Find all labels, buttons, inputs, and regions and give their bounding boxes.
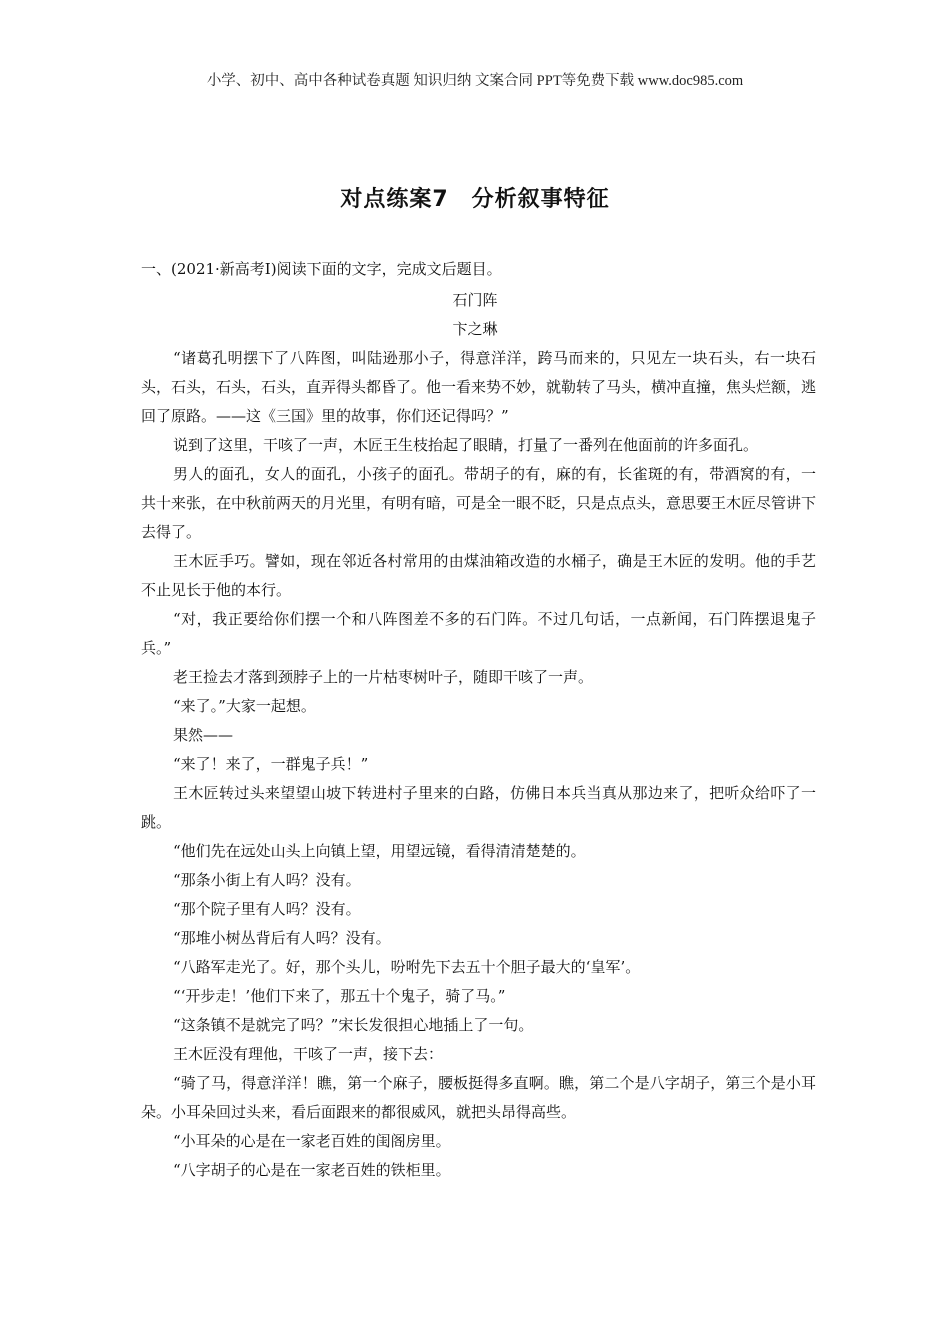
paragraph: “那堆小树丛背后有人吗？没有。 [173,929,391,947]
paragraph: 王木匠手巧。譬如，现在邻近各村常用的由煤油箱改造的水桶子，确是王木匠的发明。他的手艺不止见长于他的本行。 [141,552,816,599]
paragraph: “小耳朵的心是在一家老百姓的闺阁房里。 [173,1132,451,1150]
article-author: 卞之琳 [452,320,498,338]
paragraph: 男人的面孔，女人的面孔，小孩子的面孔。带胡子的有，麻的有，长雀斑的有，带酒窝的有，一共十来张，在中秋前两天的月光里，有明有暗，可是全一眼不眨，只是点点头，意思要王木匠尽管讲下去得了。 [141,465,817,541]
paragraph: “八路军走光了。好，那个头儿，吩咐先下去五十个胆子最大的‘皇军’。 [173,958,641,976]
paragraph: 老王捡去才落到颈脖子上的一片枯枣树叶子，随即干咳了一声。 [173,668,594,686]
paragraph: 王木匠没有理他，干咳了一声，接下去： [173,1045,444,1063]
paragraph: “骑了马，得意洋洋！瞧，第一个麻子，腰板挺得多直啊。瞧，第二个是八字胡子，第三个是小耳朵。小耳朵回过头来，看后面跟来的都很威风，就把头昂得高些。 [141,1074,816,1121]
paragraph: 说到了这里，干咳了一声，木匠王生枝抬起了眼睛，打量了一番列在他面前的许多面孔。 [173,436,759,454]
paragraph: “那个院子里有人吗？没有。 [173,900,361,918]
paragraph: 王木匠转过头来望望山坡下转进村子里来的白路，仿佛日本兵当真从那边来了，把听众给吓了一跳。 [141,784,816,831]
paragraph: “他们先在远处山头上向镇上望，用望远镜，看得清清楚楚的。 [173,842,586,860]
page-header: 小学、初中、高中各种试卷真题 知识归纳 文案合同 PPT等免费下载 www.doc985.com [206,73,744,89]
paragraph: “八字胡子的心是在一家老百姓的铁柜里。 [173,1161,451,1179]
paragraph: “诸葛孔明摆下了八阵图，叫陆逊那小子，得意洋洋，跨马而来的，只见左一块石头，右一块石头，石头，石头，石头，直弄得头都昏了。他一看来势不妙，就勒转了马头，横冲直撞，焦头烂额，逃回了原路。——这《三国》里的故事，你们还记得吗？” [141,349,817,425]
paragraph: “‘开步走！’他们下来了，那五十个鬼子，骑了马。” [173,987,506,1005]
paragraph: 果然—— [173,726,234,744]
paragraph: “对，我正要给你们摆一个和八阵图差不多的石门阵。不过几句话，一点新闻，石门阵摆退鬼子兵。” [141,610,816,657]
paragraph: “这条镇不是就完了吗？”宋长发很担心地插上了一句。 [173,1016,534,1034]
paragraph: “那条小街上有人吗？没有。 [173,871,361,889]
paragraph: “来了！来了，一群鬼子兵！” [173,755,369,773]
page-title: 对点练案7 分析叙事特征 [340,187,610,212]
article-title: 石门阵 [452,291,498,309]
question-prompt: 一、(2021·新高考Ⅰ)阅读下面的文字，完成文后题目。 [141,260,502,278]
article-body [141,344,816,1185]
paragraph: “来了。”大家一起想。 [173,697,316,715]
